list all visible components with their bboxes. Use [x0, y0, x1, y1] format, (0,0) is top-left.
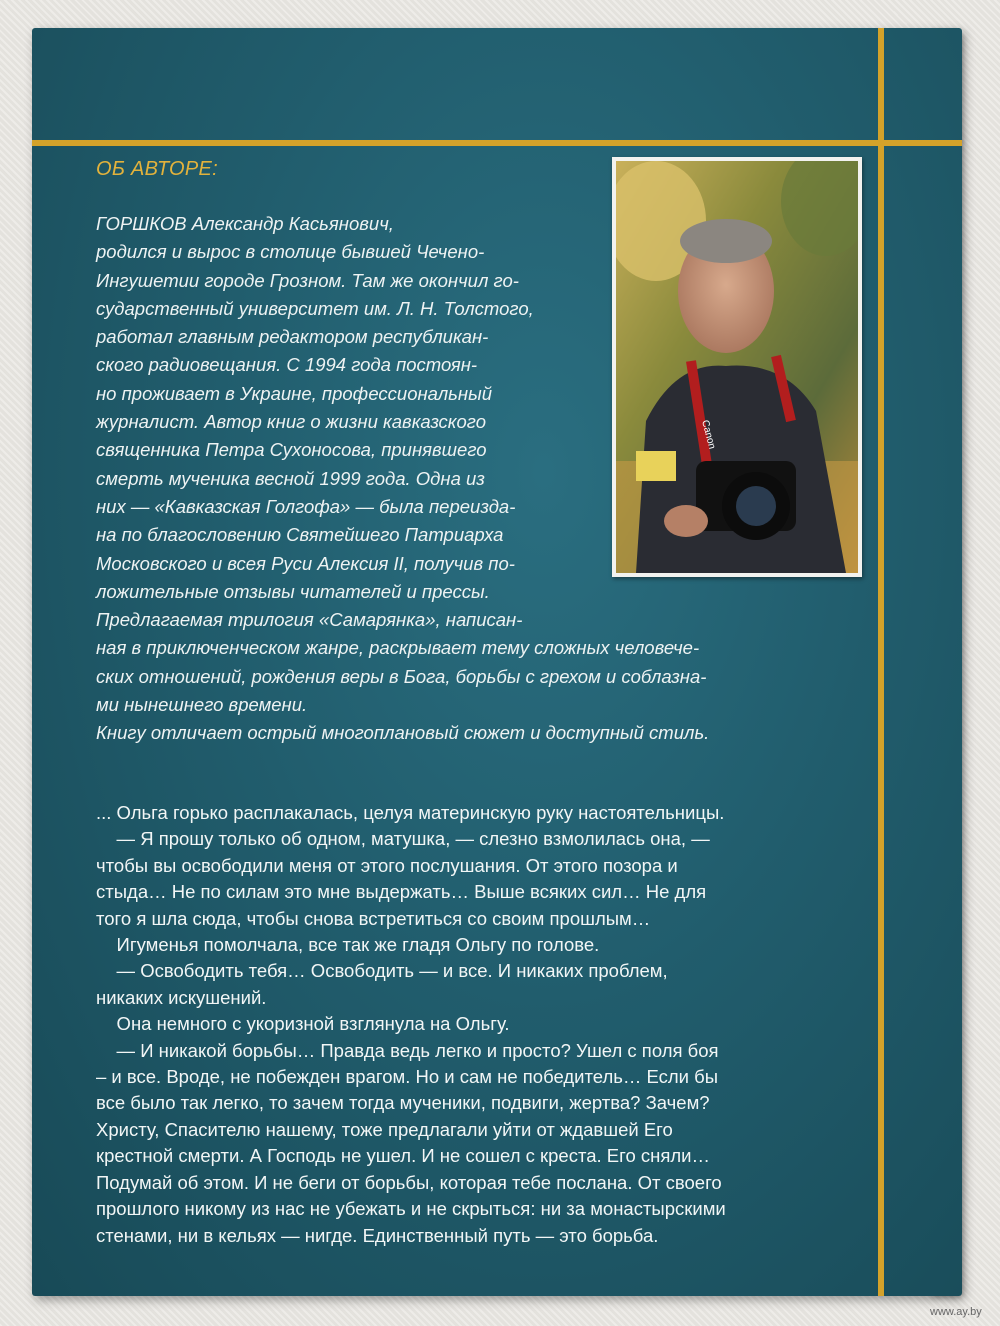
- bio-line: них — «Кавказская Голгофа» — была переизда-: [96, 495, 516, 517]
- excerpt-line: того я шла сюда, чтобы снова встретиться со своим прошлым…: [96, 907, 651, 929]
- excerpt-line: все было так легко, то зачем тогда мученики, подвиги, жертва? Зачем?: [96, 1092, 710, 1114]
- excerpt-line: стенами, ни в кельях — нигде. Единственный путь — это борьба.: [96, 1224, 659, 1246]
- camera-strap-badge: Canon: [699, 418, 718, 451]
- excerpt-line: Подумай об этом. И не беги от борьбы, которая тебе послана. От своего: [96, 1171, 722, 1193]
- bio-line: Ингушетии городе Грозном. Там же окончил го-: [96, 269, 519, 291]
- bio-line: ских отношений, рождения веры в Бога, борьбы с грехом и соблазна-: [96, 665, 707, 687]
- gold-vertical-stripe: [878, 28, 884, 1296]
- bio-line: сударственный университет им. Л. Н. Толстого,: [96, 297, 534, 319]
- excerpt-line: чтобы вы освободили меня от этого послушания. От этого позора и: [96, 854, 678, 876]
- bio-line: ми нынешнего времени.: [96, 694, 308, 716]
- novel-excerpt: [96, 800, 726, 1249]
- bio-line: журналист. Автор книг о жизни кавказского: [96, 411, 486, 433]
- bio-line: ная в приключенческом жанре, раскрывает тему сложных человече-: [96, 637, 700, 659]
- excerpt-line: Игуменья помолчала, все так же гладя Ольгу по голове.: [96, 934, 600, 956]
- excerpt-line: стыда… Не по силам это мне выдержать… Выше всяких сил… Не для: [96, 881, 707, 903]
- watermark-text: www.ay.by: [930, 1306, 982, 1318]
- excerpt-line: никаких искушений.: [96, 986, 267, 1008]
- author-biography: [96, 210, 709, 748]
- bio-line: родился и вырос в столице бывшей Чечено-: [96, 241, 485, 263]
- excerpt-line: Она немного с укоризной взглянула на Ольгу.: [96, 1013, 510, 1035]
- bio-line: смерть мученика весной 1999 года. Одна из: [96, 467, 485, 489]
- bio-line: но проживает в Украине, профессиональный: [96, 382, 492, 404]
- excerpt-line: – и все. Вроде, не побежден врагом. Но и сам не победитель… Если бы: [96, 1066, 719, 1088]
- excerpt-line: крестной смерти. А Господь не ушел. И не сошел с креста. Его сняли…: [96, 1145, 711, 1167]
- excerpt-line: — Освободить тебя… Освободить — и все. И никаких проблем,: [96, 960, 668, 982]
- about-author-heading: ОБ АВТОРЕ:: [96, 158, 219, 180]
- gold-horizontal-stripe: [32, 140, 962, 146]
- bio-line: священника Петра Сухоносова, принявшего: [96, 439, 487, 461]
- excerpt-line: Христу, Спасителю нашему, тоже предлагали уйти от ждавшей Его: [96, 1118, 673, 1140]
- excerpt-line: — И никакой борьбы… Правда ведь легко и просто? Ушел с поля боя: [96, 1039, 719, 1061]
- bio-line: ГОРШКОВ Александр Касьянович,: [96, 213, 394, 234]
- excerpt-line: ... Ольга горько расплакалась, целуя материнскую руку настоятельницы.: [96, 802, 725, 823]
- bio-line: ложительные отзывы читателей и прессы.: [96, 580, 490, 602]
- bio-line: ского радиовещания. С 1994 года постоян-: [96, 354, 478, 376]
- excerpt-line: прошлого никому из нас не убежать и не скрыться: ни за монастырскими: [96, 1198, 726, 1220]
- bio-line: на по благословению Святейшего Патриарха: [96, 524, 504, 546]
- excerpt-line: — Я прошу только об одном, матушка, — слезно взмолилась она, —: [96, 828, 710, 850]
- bio-line: Предлагаемая трилогия «Самарянка», написан-: [96, 609, 523, 631]
- bio-line: работал главным редактором республикан-: [96, 326, 489, 348]
- bio-line: Московского и всея Руси Алексия II, получив по-: [96, 552, 515, 574]
- bio-line: Книгу отличает острый многоплановый сюжет и доступный стиль.: [96, 722, 710, 744]
